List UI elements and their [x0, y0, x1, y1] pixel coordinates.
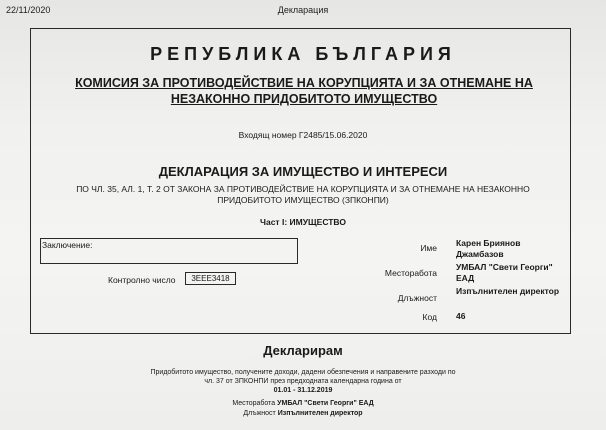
declaration-body-text: Придобитото имущество, получените доходи, дадени обезпечения и направените разходи по чл. 37 от ЗПКОНПИ през предходната календарна година от: [150, 369, 456, 385]
print-date: 22/11/2020: [6, 5, 51, 15]
workplace-value: УМБАЛ "Свети Георги" ЕАД: [456, 262, 553, 283]
control-number-value: 3EEE3418: [185, 272, 236, 285]
footer-position: [0, 410, 606, 417]
code-label: Код: [422, 312, 437, 322]
declaration-body: [150, 368, 456, 395]
name-value: Карен Бриянов Джамбазов: [456, 238, 521, 259]
commission-heading: КОМИСИЯ ЗА ПРОТИВОДЕЙСТВИЕ НА КОРУПЦИЯТА И ЗА ОТНЕМАНЕ НА НЕЗАКОННО ПРИДОБИТОТО ИМУЩЕСТВО: [75, 76, 533, 106]
print-title: Декларация: [277, 5, 329, 15]
position-label: Длъжност: [397, 293, 437, 303]
footer-workplace-value: УМБАЛ "Свети Георги" ЕАД: [277, 400, 374, 407]
republic-heading: РЕПУБЛИКА БЪЛГАРИЯ: [150, 44, 456, 64]
conclusion-field[interactable]: [40, 238, 298, 264]
position-value: Изпълнителен директор: [456, 286, 560, 296]
control-number-label: Контролно число: [108, 275, 176, 285]
workplace-label: Месторабота: [384, 268, 437, 278]
declaration-period: 01.01 - 31.12.2019: [273, 387, 333, 394]
code-value: 46: [456, 311, 466, 321]
footer-position-label: Длъжност: [243, 410, 276, 417]
declare-heading: Декларирам: [263, 343, 343, 358]
declaration-subtitle: ПО ЧЛ. 35, АЛ. 1, Т. 2 ОТ ЗАКОНА ЗА ПРОТИВОДЕЙСТВИЕ НА КОРУПЦИЯТА И ЗА ОТНЕМАНЕ НА НЕЗАКОННО ПРИДОБИТОТО ИМУЩЕСТВО (ЗПКОНПИ): [76, 184, 530, 205]
footer-workplace-label: Месторабота: [232, 400, 276, 407]
footer-workplace: [0, 400, 606, 407]
footer-position-value: Изпълнителен директор: [277, 410, 363, 417]
part-title: Част I: ИМУЩЕСТВО: [260, 217, 346, 227]
name-label: Име: [420, 243, 437, 253]
conclusion-label: Заключение:: [42, 240, 93, 250]
incoming-number: Входящ номер Г2485/15.06.2020: [238, 130, 368, 140]
declaration-title: ДЕКЛАРАЦИЯ ЗА ИМУЩЕСТВО И ИНТЕРЕСИ: [158, 164, 448, 179]
